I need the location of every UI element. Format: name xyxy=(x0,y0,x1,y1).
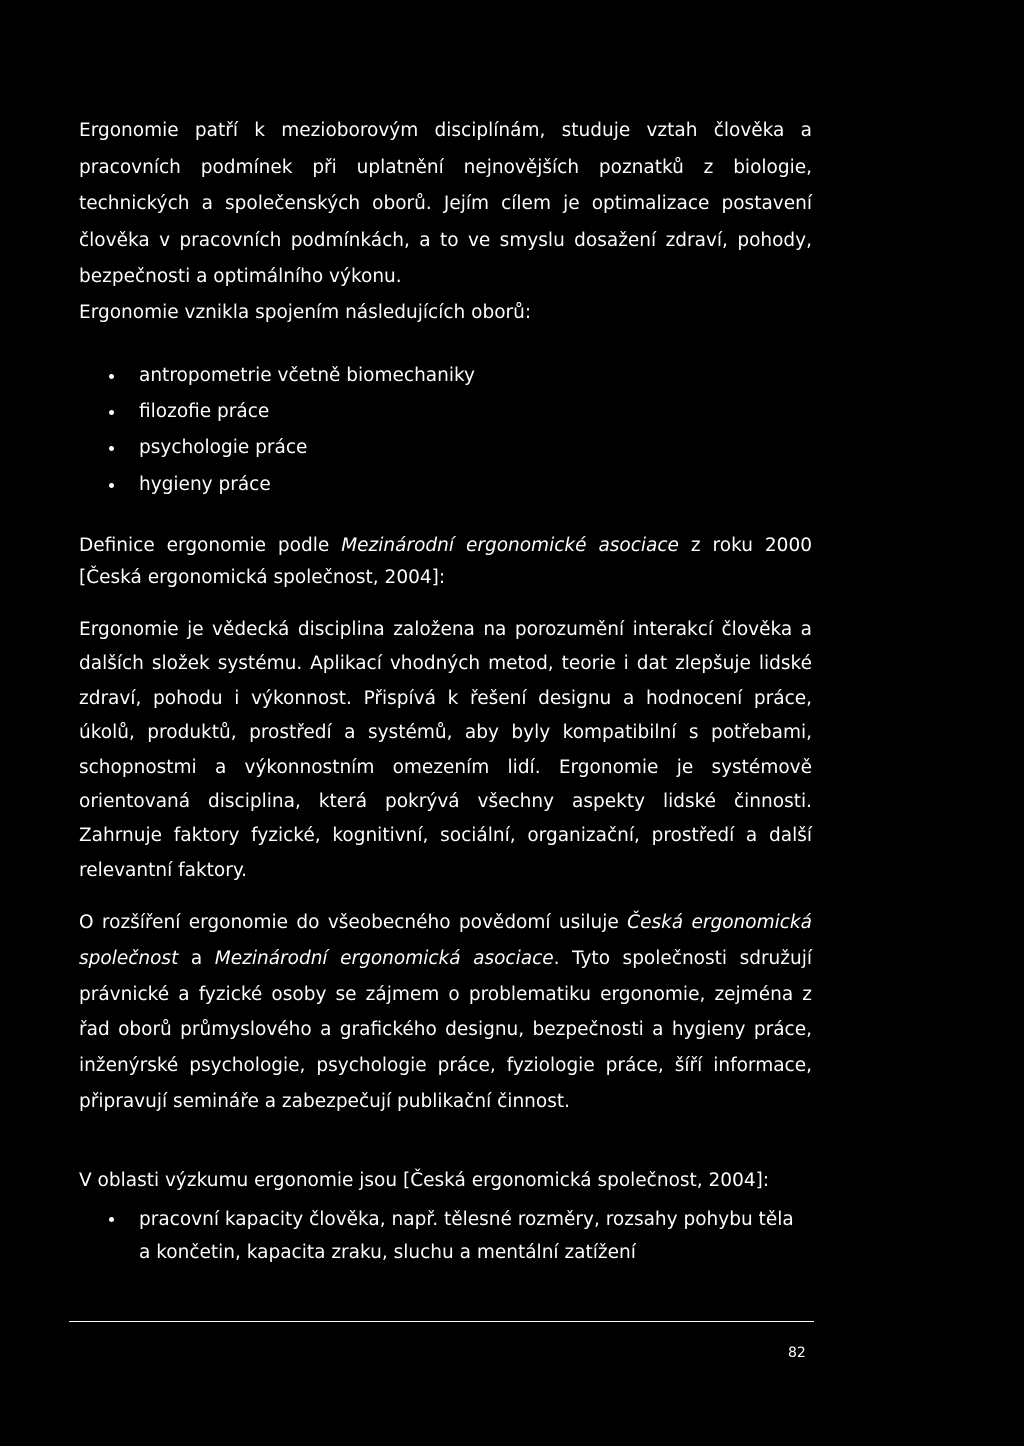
footer-divider xyxy=(69,1321,814,1322)
text-line: Ergonomie patří k mezioborovým disciplínám, studuje vztah člověka a xyxy=(79,120,812,141)
definition-intro xyxy=(79,530,812,594)
text-span: . Tyto společnosti sdružují xyxy=(553,947,812,969)
organization-name: Mezinárodní ergonomická asociace xyxy=(214,947,554,969)
text-line: právnické a fyzické osoby se zájmem o problematiku ergonomie, zejména z xyxy=(79,983,812,1005)
organization-name: Česká ergonomická xyxy=(627,912,812,933)
text-line: pracovních podmínek při uplatnění nejnovějších poznatků z biologie, xyxy=(79,156,812,178)
list-item xyxy=(109,435,809,471)
list-item-text: antropometrie včetně biomechaniky xyxy=(139,365,476,386)
intro-paragraph xyxy=(79,113,812,296)
text-line: připravují semináře a zabezpečují publikační činnost. xyxy=(79,1090,570,1112)
text-line: řad oborů průmyslového a grafického designu, bezpečnosti a hygieny práce, xyxy=(79,1019,812,1041)
research-list xyxy=(109,1203,809,1269)
text-line: Ergonomie je vědecká disciplina založena na porozumění interakcí člověka a xyxy=(79,619,812,640)
bullet-icon xyxy=(109,472,117,498)
text-line: dalších složek systému. Aplikací vhodných metod, teorie i dat zlepšuje lidské xyxy=(79,653,812,675)
text-line: zdraví, pohodu i výkonnost. Přispívá k řešení designu a hodnocení práce, xyxy=(79,687,812,709)
list-item xyxy=(109,1203,809,1269)
list-item-text: hygieny práce xyxy=(139,473,271,495)
text-line: inženýrské psychologie, psychologie práce, fyziologie práce, šíří informace, xyxy=(79,1055,812,1077)
list-item-text: filozofie práce xyxy=(139,401,270,423)
list-item-line: pracovní kapacity člověka, např. tělesné rozměry, rozsahy pohybu těla xyxy=(139,1209,794,1230)
text-span: O rozšíření ergonomie do všeobecného povědomí usiluje xyxy=(79,912,628,933)
text-line: relevantní faktory. xyxy=(79,859,248,881)
text-line: člověka v pracovních podmínkách, a to ve smyslu dosažení zdraví, pohody, xyxy=(79,229,812,251)
text-span: z roku 2000 xyxy=(678,535,812,556)
text-line: Zahrnuje faktory fyzické, kognitivní, sociální, organizační, prostředí a další xyxy=(79,825,812,847)
origin-list xyxy=(109,363,809,508)
text-line: technických a společenských oborů. Jejím cílem je optimalizace postavení xyxy=(79,193,812,214)
list-item-text: psychologie práce xyxy=(139,437,308,459)
bullet-icon xyxy=(109,1203,117,1229)
text-line xyxy=(79,941,812,977)
bullet-icon xyxy=(109,435,117,461)
list-item xyxy=(109,363,809,399)
text-line xyxy=(79,905,812,941)
text-line: schopnostmi a výkonnostním omezením lidí. Ergonomie je systémově xyxy=(79,756,812,778)
bullet-icon xyxy=(109,363,117,389)
text-line: orientovaná disciplina, která pokrývá všechny aspekty lidské činnosti. xyxy=(79,791,812,813)
text-line xyxy=(79,530,812,562)
list-item xyxy=(109,472,809,508)
list-item xyxy=(109,399,809,435)
organization-name: společnost xyxy=(79,947,179,969)
origin-lead: Ergonomie vznikla spojením následujících oborů: xyxy=(79,302,532,323)
page-number: 82 xyxy=(788,1345,806,1361)
list-item-line: a končetin, kapacita zraku, sluchu a mentální zatížení xyxy=(139,1242,636,1263)
text-span: Definice ergonomie podle xyxy=(79,535,342,556)
organization-name: Mezinárodní ergonomické asociace xyxy=(341,535,679,556)
text-line: bezpečnosti a optimálního výkonu. xyxy=(79,266,402,287)
promotion-paragraph xyxy=(79,905,812,1120)
definition-paragraph xyxy=(79,613,812,888)
bullet-icon xyxy=(109,399,117,425)
text-span: a xyxy=(178,947,215,969)
research-lead: V oblasti výzkumu ergonomie jsou [Česká ergonomická společnost, 2004]: xyxy=(79,1170,770,1191)
text-line: úkolů, produktů, prostředí a systémů, aby byly kompatibilní s potřebami, xyxy=(79,722,812,744)
text-line: [Česká ergonomická společnost, 2004]: xyxy=(79,567,446,588)
